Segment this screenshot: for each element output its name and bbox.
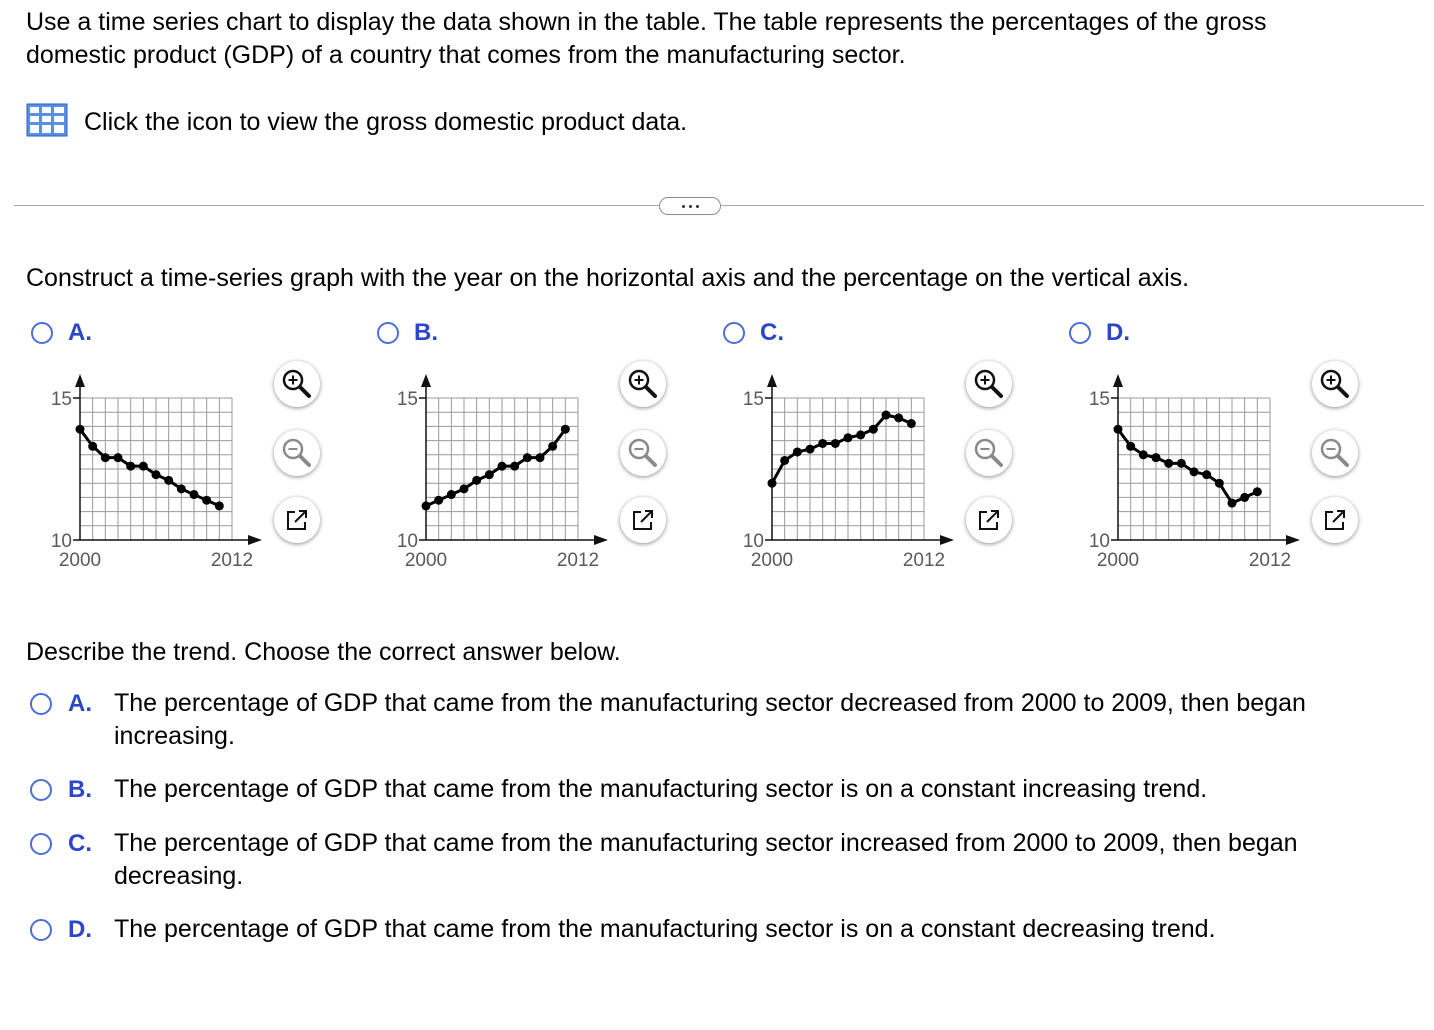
x-axis-arrow <box>594 535 608 545</box>
graph-option-b-radio[interactable] <box>377 322 399 344</box>
graph-d-zoom-out-button[interactable] <box>1312 430 1358 476</box>
data-point-d-2011 <box>1253 487 1262 496</box>
data-point-d-2009 <box>1228 499 1237 508</box>
data-point-b-2009 <box>536 453 545 462</box>
data-point-d-2006 <box>1190 467 1199 476</box>
data-point-a-2006 <box>152 470 161 479</box>
data-point-b-2002 <box>447 490 456 499</box>
trend-answer-a-letter: A. <box>68 690 92 717</box>
y-axis-arrow <box>1113 374 1123 387</box>
trend-answer-b-radio[interactable] <box>30 779 52 801</box>
x-tick-label-start: 2000 <box>750 550 794 571</box>
zoom-in-icon <box>966 361 1012 407</box>
data-point-d-2005 <box>1177 459 1186 468</box>
data-point-c-2003 <box>806 445 815 454</box>
x-tick-label-end: 2012 <box>902 550 946 571</box>
trend-answer-a-text: The percentage of GDP that came from the manufacturing sector decreased from 2000 to 2009, then began increasing. <box>114 689 1306 750</box>
data-point-a-2009 <box>190 490 199 499</box>
data-point-d-2007 <box>1202 470 1211 479</box>
y-axis-arrow <box>75 374 85 387</box>
data-point-c-2009 <box>882 411 891 420</box>
data-point-a-2011 <box>215 501 224 510</box>
y-tick-label-high: 15 <box>742 389 764 410</box>
popout-icon <box>274 497 320 543</box>
trend-answer-a-radio[interactable] <box>30 693 52 715</box>
graph-c-popout-button[interactable] <box>966 497 1012 543</box>
graph-option-b-chart <box>372 360 612 575</box>
trend-answer-c-letter: C. <box>68 830 92 857</box>
popout-icon <box>620 497 666 543</box>
data-point-c-2000 <box>768 479 777 488</box>
data-point-a-2008 <box>177 484 186 493</box>
trend-answer-d-letter: D. <box>68 916 92 943</box>
graph-b-popout-button[interactable] <box>620 497 666 543</box>
data-point-b-2001 <box>434 496 443 505</box>
y-axis-arrow <box>421 374 431 387</box>
trend-answer-c-text: The percentage of GDP that came from the manufacturing sector increased from 2000 to 2009, then began decreasing. <box>114 829 1298 890</box>
data-point-b-2004 <box>472 476 481 485</box>
graph-option-c-letter: C. <box>760 319 784 346</box>
data-point-b-2007 <box>510 462 519 471</box>
x-tick-label-end: 2012 <box>210 550 254 571</box>
data-point-d-2003 <box>1152 453 1161 462</box>
graph-question-prompt: Construct a time-series graph with the year on the horizontal axis and the percentage on the vertical axis. <box>26 264 1190 292</box>
trend-question-prompt: Describe the trend. Choose the correct answer below. <box>26 638 621 666</box>
data-point-c-2011 <box>907 419 916 428</box>
graph-option-c-chart <box>718 360 958 575</box>
data-point-c-2002 <box>793 447 802 456</box>
popout-icon <box>966 497 1012 543</box>
x-tick-label-end: 2012 <box>1248 550 1292 571</box>
data-point-d-2002 <box>1139 450 1148 459</box>
data-point-d-2008 <box>1215 479 1224 488</box>
zoom-out-icon <box>1312 430 1358 476</box>
y-axis-arrow <box>767 374 777 387</box>
graph-a-popout-button[interactable] <box>274 497 320 543</box>
series-line-c <box>772 415 911 483</box>
graph-d-popout-button[interactable] <box>1312 497 1358 543</box>
graph-option-a-chart <box>26 360 266 575</box>
zoom-in-icon <box>274 361 320 407</box>
y-tick-label-low: 10 <box>50 531 72 552</box>
trend-answer-c-radio[interactable] <box>30 833 52 855</box>
graph-d-zoom-in-button[interactable] <box>1312 361 1358 407</box>
question-text: Use a time series chart to display the data shown in the table. The table represents the percentages of the gross domestic product (GDP) of a country that comes from the manufacturing sector. <box>26 8 1267 69</box>
data-point-a-2002 <box>101 453 110 462</box>
graph-b-zoom-out-button[interactable] <box>620 430 666 476</box>
data-point-b-2011 <box>561 425 570 434</box>
y-tick-label-high: 15 <box>396 389 418 410</box>
data-point-d-2000 <box>1114 425 1123 434</box>
data-point-c-2010 <box>894 413 903 422</box>
data-point-a-2005 <box>139 462 148 471</box>
zoom-in-icon <box>1312 361 1358 407</box>
trend-answer-d-text: The percentage of GDP that came from the manufacturing sector is on a constant decreasing trend. <box>114 915 1216 943</box>
data-point-a-2003 <box>114 453 123 462</box>
y-tick-label-low: 10 <box>396 531 418 552</box>
data-point-d-2001 <box>1126 442 1135 451</box>
chart-grid <box>80 398 232 540</box>
graph-option-b-letter: B. <box>414 319 438 346</box>
more-options-button[interactable] <box>659 197 721 215</box>
x-tick-label-start: 2000 <box>1096 550 1140 571</box>
data-point-c-2008 <box>869 425 878 434</box>
data-point-a-2010 <box>202 496 211 505</box>
y-tick-label-low: 10 <box>1088 531 1110 552</box>
data-point-a-2000 <box>76 425 85 434</box>
data-point-b-2006 <box>498 462 507 471</box>
y-tick-label-high: 15 <box>1088 389 1110 410</box>
zoom-out-icon <box>620 430 666 476</box>
graph-c-zoom-out-button[interactable] <box>966 430 1012 476</box>
data-point-b-2008 <box>523 453 532 462</box>
trend-answer-b-letter: B. <box>68 776 92 803</box>
trend-answer-b-text: The percentage of GDP that came from the manufacturing sector is on a constant increasing trend. <box>114 775 1208 803</box>
data-point-c-2001 <box>780 456 789 465</box>
popout-icon <box>1312 497 1358 543</box>
zoom-out-icon <box>274 430 320 476</box>
x-tick-label-end: 2012 <box>556 550 600 571</box>
trend-answer-d-radio[interactable] <box>30 919 52 941</box>
zoom-out-icon <box>966 430 1012 476</box>
data-point-c-2005 <box>831 439 840 448</box>
zoom-in-icon <box>620 361 666 407</box>
data-point-b-2005 <box>485 470 494 479</box>
data-point-d-2010 <box>1240 493 1249 502</box>
graph-option-d-chart <box>1064 360 1304 575</box>
data-point-b-2010 <box>548 442 557 451</box>
graph-option-c-radio[interactable] <box>723 322 745 344</box>
x-axis-arrow <box>1286 535 1300 545</box>
data-point-a-2007 <box>164 476 173 485</box>
data-link-label[interactable]: Click the icon to view the gross domestic product data. <box>84 107 688 136</box>
data-point-b-2000 <box>422 501 431 510</box>
data-point-a-2004 <box>126 462 135 471</box>
y-tick-label-low: 10 <box>742 531 764 552</box>
data-point-c-2007 <box>856 430 865 439</box>
data-point-d-2004 <box>1164 459 1173 468</box>
table-grid-icon[interactable] <box>26 103 68 142</box>
data-point-a-2001 <box>88 442 97 451</box>
x-tick-label-start: 2000 <box>404 550 448 571</box>
graph-option-a-letter: A. <box>68 319 92 346</box>
x-axis-arrow <box>248 535 262 545</box>
x-axis-arrow <box>940 535 954 545</box>
data-point-c-2006 <box>844 433 853 442</box>
graph-option-d-letter: D. <box>1106 319 1130 346</box>
graph-c-zoom-in-button[interactable] <box>966 361 1012 407</box>
graph-b-zoom-in-button[interactable] <box>620 361 666 407</box>
x-tick-label-start: 2000 <box>58 550 102 571</box>
data-point-c-2004 <box>818 439 827 448</box>
y-tick-label-high: 15 <box>50 389 72 410</box>
graph-a-zoom-out-button[interactable] <box>274 430 320 476</box>
graph-option-a-radio[interactable] <box>31 322 53 344</box>
graph-option-d-radio[interactable] <box>1069 322 1091 344</box>
data-point-b-2003 <box>460 484 469 493</box>
graph-a-zoom-in-button[interactable] <box>274 361 320 407</box>
data-table-link[interactable] <box>26 104 687 140</box>
